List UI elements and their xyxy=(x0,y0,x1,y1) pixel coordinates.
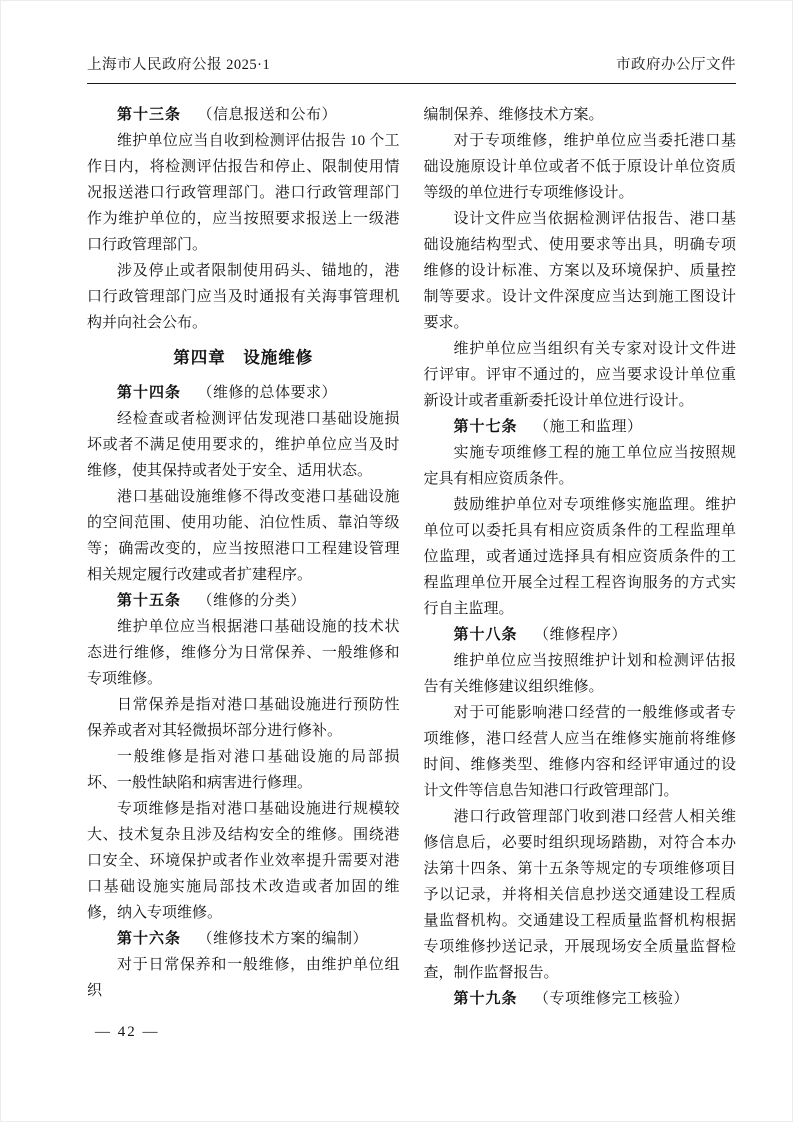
article-title: （维修的分类） xyxy=(197,593,307,609)
paragraph: 维护单位应当按照维护计划和检测评估报告有关维修建议组织维修。 xyxy=(423,653,736,695)
article-title: （维修技术方案的编制） xyxy=(197,931,369,947)
article-title: （专项维修完工核验） xyxy=(534,991,690,1007)
running-header xyxy=(87,53,736,74)
paragraph: 维护单位应当根据港口基础设施的技术状态进行维修，维修分为日常保养、一般维修和专项维修。 xyxy=(87,619,400,687)
article-number: 第十四条 xyxy=(117,385,182,401)
paragraph: 涉及停止或者限制使用码头、锚地的，港口行政管理部门应当及时通报有关海事管理机构并向社会公布。 xyxy=(87,263,400,331)
article-title: （施工和监理） xyxy=(534,419,643,435)
right-column xyxy=(424,102,737,1012)
article-heading xyxy=(87,380,400,406)
article-number: 第十七条 xyxy=(453,419,518,435)
article-number: 第十六条 xyxy=(117,931,182,947)
header-rule xyxy=(87,83,736,84)
paragraph: 港口基础设施维修不得改变港口基础设施的空间范围、使用功能、泊位性质、靠泊等级等；确需改变的，应当按照港口工程建设管理相关规定履行改建或者扩建程序。 xyxy=(87,489,400,583)
document-body xyxy=(87,102,736,1012)
article-title: （维修的总体要求） xyxy=(197,385,338,401)
article-title: （信息报送和公布） xyxy=(197,107,338,123)
article-heading xyxy=(87,102,400,128)
article-number: 第十九条 xyxy=(453,991,518,1007)
gazette-title: 上海市人民政府公报 2025·1 xyxy=(87,57,271,73)
article-heading xyxy=(87,588,400,614)
paragraph: 维护单位应当自收到检测评估报告 10 个工作日内，将检测评估报告和停止、限制使用情况报送港口行政管理部门。港口行政管理部门作为维护单位的，应当按照要求报送上一级港口行政管理部门。 xyxy=(87,133,400,253)
left-column xyxy=(87,102,400,1012)
paragraph: 维护单位应当组织有关专家对设计文件进行评审。评审不通过的，应当要求设计单位重新设计或者重新委托设计单位进行设计。 xyxy=(423,341,736,409)
article-heading xyxy=(424,622,737,648)
article-number: 第十三条 xyxy=(117,107,182,123)
paragraph: 对于专项维修，维护单位应当委托港口基础设施原设计单位或者不低于原设计单位资质等级的单位进行专项维修设计。 xyxy=(423,133,736,201)
paragraph: 港口行政管理部门收到港口经营人相关维修信息后，必要时组织现场踏勘，对符合本办法第十四条、第十五条等规定的专项维修项目予以记录，并将相关信息抄送交通建设工程质量监督机构。交通建设工程质量监督机构根据专项维修抄送记录，开展现场安全质量监督检查，制作监督报告。 xyxy=(423,809,736,981)
paragraph: 专项维修是指对港口基础设施进行规模较大、技术复杂且涉及结构安全的维修。围绕港口安全、环境保护或者作业效率提升需要对港口基础设施实施局部技术改造或者加固的维修，纳入专项维修。 xyxy=(87,801,400,921)
paragraph: 经检查或者检测评估发现港口基础设施损坏或者不满足使用要求的，维护单位应当及时维修，使其保持或者处于安全、适用状态。 xyxy=(87,411,400,479)
paragraph: 对于日常保养和一般维修，由维护单位组织 xyxy=(87,957,400,999)
paragraph: 编制保养、维修技术方案。 xyxy=(423,107,604,123)
paragraph: 日常保养是指对港口基础设施进行预防性保养或者对其轻微损坏部分进行修补。 xyxy=(87,697,400,739)
paragraph: 一般维修是指对港口基础设施的局部损坏、一般性缺陷和病害进行修理。 xyxy=(87,749,400,791)
article-heading xyxy=(424,986,737,1012)
paragraph: 实施专项维修工程的施工单位应当按照规定具有相应资质条件。 xyxy=(423,445,736,487)
article-number: 第十五条 xyxy=(117,593,182,609)
article-number: 第十八条 xyxy=(453,627,518,643)
document-category: 市政府办公厅文件 xyxy=(616,57,736,73)
paragraph: 对于可能影响港口经营的一般维修或者专项维修，港口经营人应当在维修实施前将维修时间、维修类型、维修内容和经评审通过的设计文件等信息告知港口行政管理部门。 xyxy=(423,705,736,799)
paragraph: 鼓励维护单位对专项维修实施监理。维护单位可以委托具有相应资质条件的工程监理单位监理，或者通过选择具有相应资质条件的工程监理单位开展全过程工程咨询服务的方式实行自主监理。 xyxy=(423,497,736,617)
paragraph: 设计文件应当依据检测评估报告、港口基础设施结构型式、使用要求等出具，明确专项维修的设计标准、方案以及环境保护、质量控制等要求。设计文件深度应当达到施工图设计要求。 xyxy=(423,211,736,331)
article-heading xyxy=(424,414,737,440)
page-number: — 42 — xyxy=(95,1024,160,1040)
page-footer xyxy=(87,1024,736,1041)
chapter-heading: 第四章 设施维修 xyxy=(173,348,314,367)
article-heading xyxy=(87,926,400,952)
article-title: （维修程序） xyxy=(534,627,628,643)
